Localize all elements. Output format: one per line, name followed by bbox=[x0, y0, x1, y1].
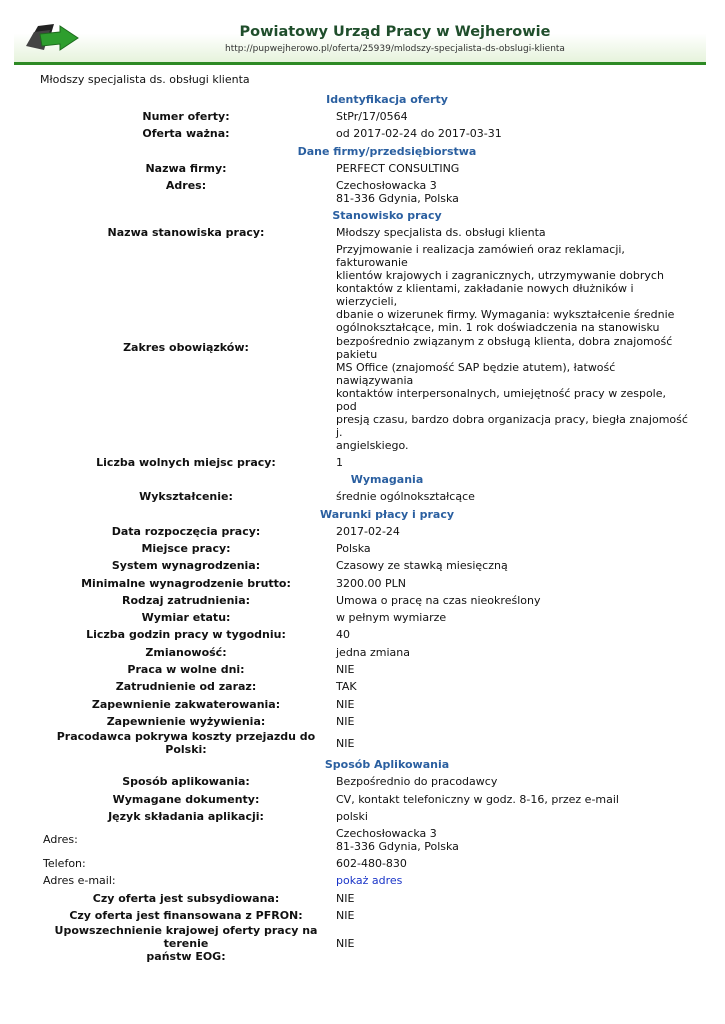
zakres-line: kontaktów z klientami, zakładanie nowych dłużników i wierzycieli, bbox=[336, 282, 634, 309]
value-adres-firmy bbox=[334, 177, 690, 207]
adres-firmy-line1: Czechosłowacka 3 bbox=[336, 178, 437, 192]
row-sposob-aplikowania bbox=[40, 773, 690, 790]
label-warunek: Praca w wolne dni: bbox=[127, 663, 245, 677]
value-sposob-aplikowania: Bezpośrednio do pracodawcy bbox=[336, 775, 498, 789]
label-eog-line1: Upowszechnienie krajowej oferty pracy na terenie bbox=[54, 924, 318, 951]
label-eog-line2: państw EOG: bbox=[146, 950, 226, 964]
label-eog bbox=[40, 924, 334, 963]
folder-arrow-logo-icon bbox=[24, 20, 86, 56]
label-numer-oferty: Numer oferty: bbox=[142, 110, 230, 124]
zakres-line: kontaktów interpersonalnych, umiejętność pracy w zespole, pod bbox=[336, 386, 666, 413]
row-eog bbox=[40, 924, 690, 963]
row-adres-firmy bbox=[40, 177, 690, 207]
row-adres-aplikacji bbox=[40, 825, 690, 855]
value-liczba-miejsc: 1 bbox=[336, 456, 343, 470]
adres-firmy-line2: 81-336 Gdynia, Polska bbox=[336, 191, 459, 205]
value-warunek: NIE bbox=[336, 736, 355, 750]
value-oferta-wazna: od 2017-02-24 do 2017-03-31 bbox=[336, 127, 502, 141]
zakres-line: Przyjmowanie i realizacja zamówień oraz reklamacji, fakturowanie bbox=[336, 243, 625, 270]
section-sposob-aplikowania: Sposób Aplikowania bbox=[324, 758, 450, 772]
value-telefon: 602-480-830 bbox=[336, 857, 407, 871]
value-wymagane-dokumenty: CV, kontakt telefoniczny w godz. 8-16, przez e-mail bbox=[336, 792, 619, 806]
label-sposob-aplikowania: Sposób aplikowania: bbox=[122, 775, 250, 789]
row-nazwa-stanowiska bbox=[40, 224, 690, 241]
section-wymagania: Wymagania bbox=[350, 473, 424, 487]
label-adres-aplikacji: Adres: bbox=[43, 833, 78, 847]
value-wyksztalcenie: średnie ogólnokształcące bbox=[336, 490, 475, 504]
row-warunek bbox=[40, 696, 690, 713]
value-warunek: jedna zmiana bbox=[336, 645, 411, 659]
label-adres-firmy: Adres: bbox=[165, 178, 207, 192]
value-nazwa-stanowiska: Młodszy specjalista ds. obsługi klienta bbox=[336, 226, 546, 240]
label-oferta-wazna: Oferta ważna: bbox=[142, 127, 230, 141]
row-oferta-wazna bbox=[40, 125, 690, 142]
value-warunek: NIE bbox=[336, 697, 355, 711]
row-wyksztalcenie bbox=[40, 488, 690, 505]
adres-aplikacji-line2: 81-336 Gdynia, Polska bbox=[336, 839, 459, 853]
label-warunek: Miejsce pracy: bbox=[141, 541, 231, 555]
value-warunek: TAK bbox=[336, 680, 357, 694]
row-jezyk-aplikacji bbox=[40, 808, 690, 825]
row-warunek bbox=[40, 557, 690, 574]
label-warunek: Zapewnienie wyżywienia: bbox=[106, 714, 266, 728]
value-warunek: 3200.00 PLN bbox=[336, 576, 406, 590]
row-liczba-miejsc bbox=[40, 454, 690, 471]
value-numer-oferty: StPr/17/0564 bbox=[336, 110, 408, 124]
label-nazwa-firmy: Nazwa firmy: bbox=[145, 161, 227, 175]
offer-details bbox=[40, 91, 690, 963]
zakres-line: ogólnokształcące, min. 1 rok doświadczenia na stanowisku bbox=[336, 321, 660, 335]
row-warunek bbox=[40, 626, 690, 643]
label-jezyk-aplikacji: Język składania aplikacji: bbox=[108, 809, 264, 823]
site-title: Powiatowy Urząd Pracy w Wejherowie bbox=[239, 24, 551, 40]
site-url: http://pupwejherowo.pl/oferta/25939/mlodszy-specjalista-ds-obslugi-klienta bbox=[225, 44, 565, 54]
label-warunek: Zatrudnienie od zaraz: bbox=[115, 680, 257, 694]
section-dane-firmy: Dane firmy/przedsiębiorstwa bbox=[297, 144, 477, 158]
label-warunek: Liczba godzin pracy w tygodniu: bbox=[86, 628, 286, 642]
zakres-line: klientów krajowych i zagranicznych, utrzymywanie dobrych bbox=[336, 269, 664, 283]
label-wymagane-dokumenty: Wymagane dokumenty: bbox=[112, 792, 260, 806]
value-jezyk-aplikacji: polski bbox=[336, 809, 368, 823]
row-zakres-obowiazkow bbox=[40, 241, 690, 454]
show-email-link[interactable]: pokaż adres bbox=[336, 874, 403, 888]
row-warunek bbox=[40, 661, 690, 678]
value-warunek: w pełnym wymiarze bbox=[336, 611, 447, 625]
label-warunek: Rodzaj zatrudnienia: bbox=[121, 593, 251, 607]
row-warunek bbox=[40, 713, 690, 730]
row-warunek bbox=[40, 609, 690, 626]
label-subsydiowana: Czy oferta jest subsydiowana: bbox=[92, 891, 280, 905]
page-header bbox=[14, 18, 706, 65]
zakres-line: dbanie o wizerunek firmy. Wymagania: wykształcenie średnie bbox=[336, 308, 675, 322]
row-pfron bbox=[40, 907, 690, 924]
label-nazwa-stanowiska: Nazwa stanowiska pracy: bbox=[107, 226, 265, 240]
value-warunek: Polska bbox=[336, 541, 371, 555]
row-nazwa-firmy bbox=[40, 160, 690, 177]
value-warunek: NIE bbox=[336, 714, 355, 728]
zakres-line: bezpośrednio związanym z obsługą klienta, dobra znajomość pakietu bbox=[336, 334, 673, 361]
label-warunek: Zmianowość: bbox=[145, 645, 227, 659]
label-wyksztalcenie: Wykształcenie: bbox=[139, 490, 233, 504]
value-zakres-obowiazkow bbox=[334, 241, 690, 454]
value-warunek: Czasowy ze stawką miesięczną bbox=[336, 559, 508, 573]
row-telefon bbox=[40, 855, 690, 872]
label-warunek: Minimalne wynagrodzenie brutto: bbox=[81, 576, 291, 590]
row-wymagane-dokumenty bbox=[40, 790, 690, 807]
value-subsydiowana: NIE bbox=[336, 891, 355, 905]
row-warunek bbox=[40, 540, 690, 557]
label-warunek: System wynagrodzenia: bbox=[111, 559, 261, 573]
label-adres-email: Adres e-mail: bbox=[43, 874, 116, 888]
zakres-line: presją czasu, bardzo dobra organizacja pracy, biegła znajomość j. bbox=[336, 412, 688, 439]
adres-aplikacji-line1: Czechosłowacka 3 bbox=[336, 826, 437, 840]
row-numer-oferty bbox=[40, 108, 690, 125]
row-warunek bbox=[40, 644, 690, 661]
value-eog: NIE bbox=[336, 937, 355, 951]
value-adres-email bbox=[334, 872, 690, 889]
row-warunek bbox=[40, 574, 690, 591]
value-pfron: NIE bbox=[336, 909, 355, 923]
label-pfron: Czy oferta jest finansowana z PFRON: bbox=[69, 909, 303, 923]
label-liczba-miejsc: Liczba wolnych miejsc pracy: bbox=[96, 456, 276, 470]
value-warunek: Umowa o pracę na czas nieokreślony bbox=[336, 593, 541, 607]
zakres-line: MS Office (znajomość SAP będzie atutem), łatwość nawiązywania bbox=[336, 360, 616, 387]
value-warunek: NIE bbox=[336, 663, 355, 677]
value-adres-aplikacji bbox=[334, 825, 690, 855]
row-subsydiowana bbox=[40, 890, 690, 907]
row-warunek bbox=[40, 592, 690, 609]
label-warunek: Zapewnienie zakwaterowania: bbox=[91, 697, 281, 711]
label-warunek: Data rozpoczęcia pracy: bbox=[111, 524, 261, 538]
label-warunek: Pracodawca pokrywa koszty przejazdu do Polski: bbox=[56, 730, 316, 757]
section-warunki: Warunki płacy i pracy bbox=[319, 507, 455, 521]
value-warunek: 40 bbox=[336, 628, 350, 642]
page-heading: Młodszy specjalista ds. obsługi klienta bbox=[40, 73, 250, 86]
section-stanowisko: Stanowisko pracy bbox=[332, 208, 442, 222]
label-zakres-obowiazkow: Zakres obowiązków: bbox=[123, 341, 249, 355]
row-warunek bbox=[40, 523, 690, 540]
label-warunek: Wymiar etatu: bbox=[141, 611, 231, 625]
row-warunek bbox=[40, 678, 690, 695]
row-adres-email bbox=[40, 872, 690, 889]
value-nazwa-firmy: PERFECT CONSULTING bbox=[336, 161, 460, 175]
label-telefon: Telefon: bbox=[43, 857, 86, 871]
value-warunek: 2017-02-24 bbox=[336, 524, 400, 538]
row-warunek bbox=[40, 730, 690, 756]
section-identyfikacja: Identyfikacja oferty bbox=[326, 93, 448, 106]
zakres-line: angielskiego. bbox=[336, 438, 409, 452]
